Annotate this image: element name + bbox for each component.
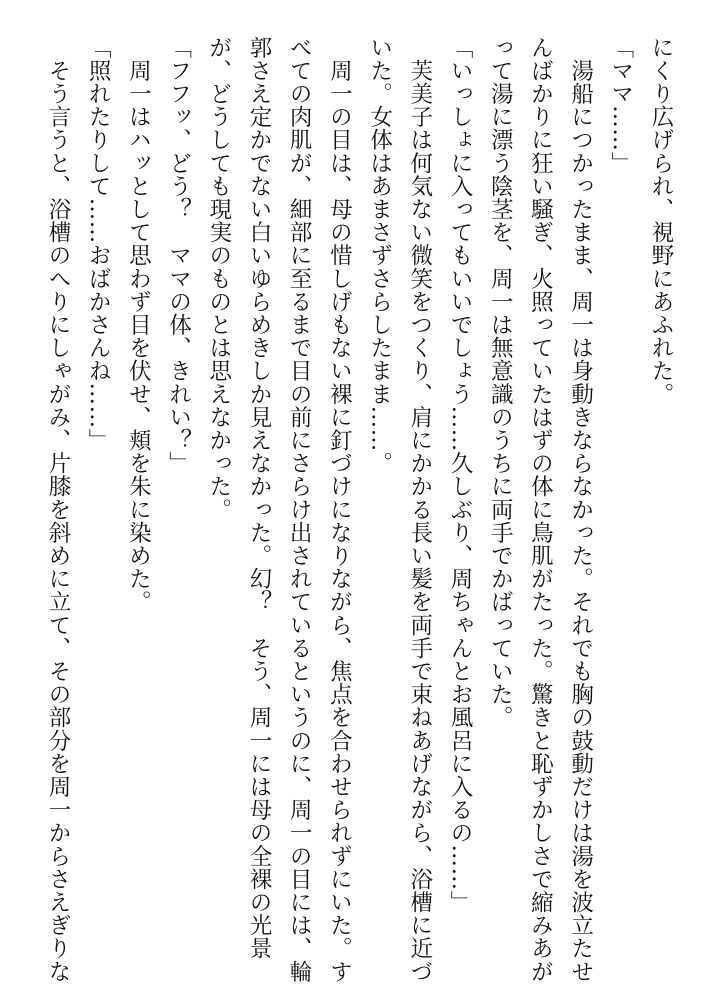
text-line: って湯に漂う陰茎を、周一は無意識のうちに両手でかばっていた。 — [487, 36, 514, 729]
text-line: 周一の目は、母の惜しげもない裸に釘づけになりながら、焦点を合わせられずにいた。す — [326, 36, 353, 984]
text-line: 芙美子は何気ない微笑をつくり、肩にかかる長い髪を両手で束ねあげながら、浴槽に近づ — [406, 36, 433, 984]
text-line: 湯船につかったまま、周一は身動きならなかった。それでも胸の鼓動だけは湯を波立たせ — [567, 36, 594, 984]
text-line: 郭さえ定かでない白いゆらめきしか見えなかった。幻？ そう、周一には母の全裸の光景 — [245, 36, 272, 960]
text-line: 「ママ……」 — [607, 36, 634, 175]
text-line: 「いっしょに入ってもいいでしょう……久しぶり、周ちゃんとお風呂に入るの……」 — [446, 36, 473, 914]
text-line: 周一はハッとして思わず目を伏せ、頬を朱に染めた。 — [125, 36, 152, 614]
text-line: んばかりに狂い騒ぎ、火照っていたはずの体に鳥肌がたった。驚きと恥ずかしさで縮みあが — [527, 36, 554, 984]
text-line: いた。女体はあまさずさらしたまま……。 — [366, 36, 393, 475]
vertical-text-body — [38, 36, 681, 984]
text-line: そう言うと、浴槽のへりにしゃがみ、片膝を斜めに立て、その部分を周一からさえぎりな — [44, 36, 71, 984]
text-line: にくり広げられ、視野にあふれた。 — [648, 36, 674, 406]
text-line: 「フフッ、どう？ ママの体、きれい？」 — [165, 36, 192, 475]
text-line: が、どうしても現実のものとは思えなかった。 — [205, 36, 232, 522]
text-line: 「照れたりして……おばかさんね……」 — [85, 36, 112, 452]
text-line: べての肉肌が、細部に至るまで目の前にさらけ出されているというのに、周一の目には、輪 — [286, 36, 313, 984]
